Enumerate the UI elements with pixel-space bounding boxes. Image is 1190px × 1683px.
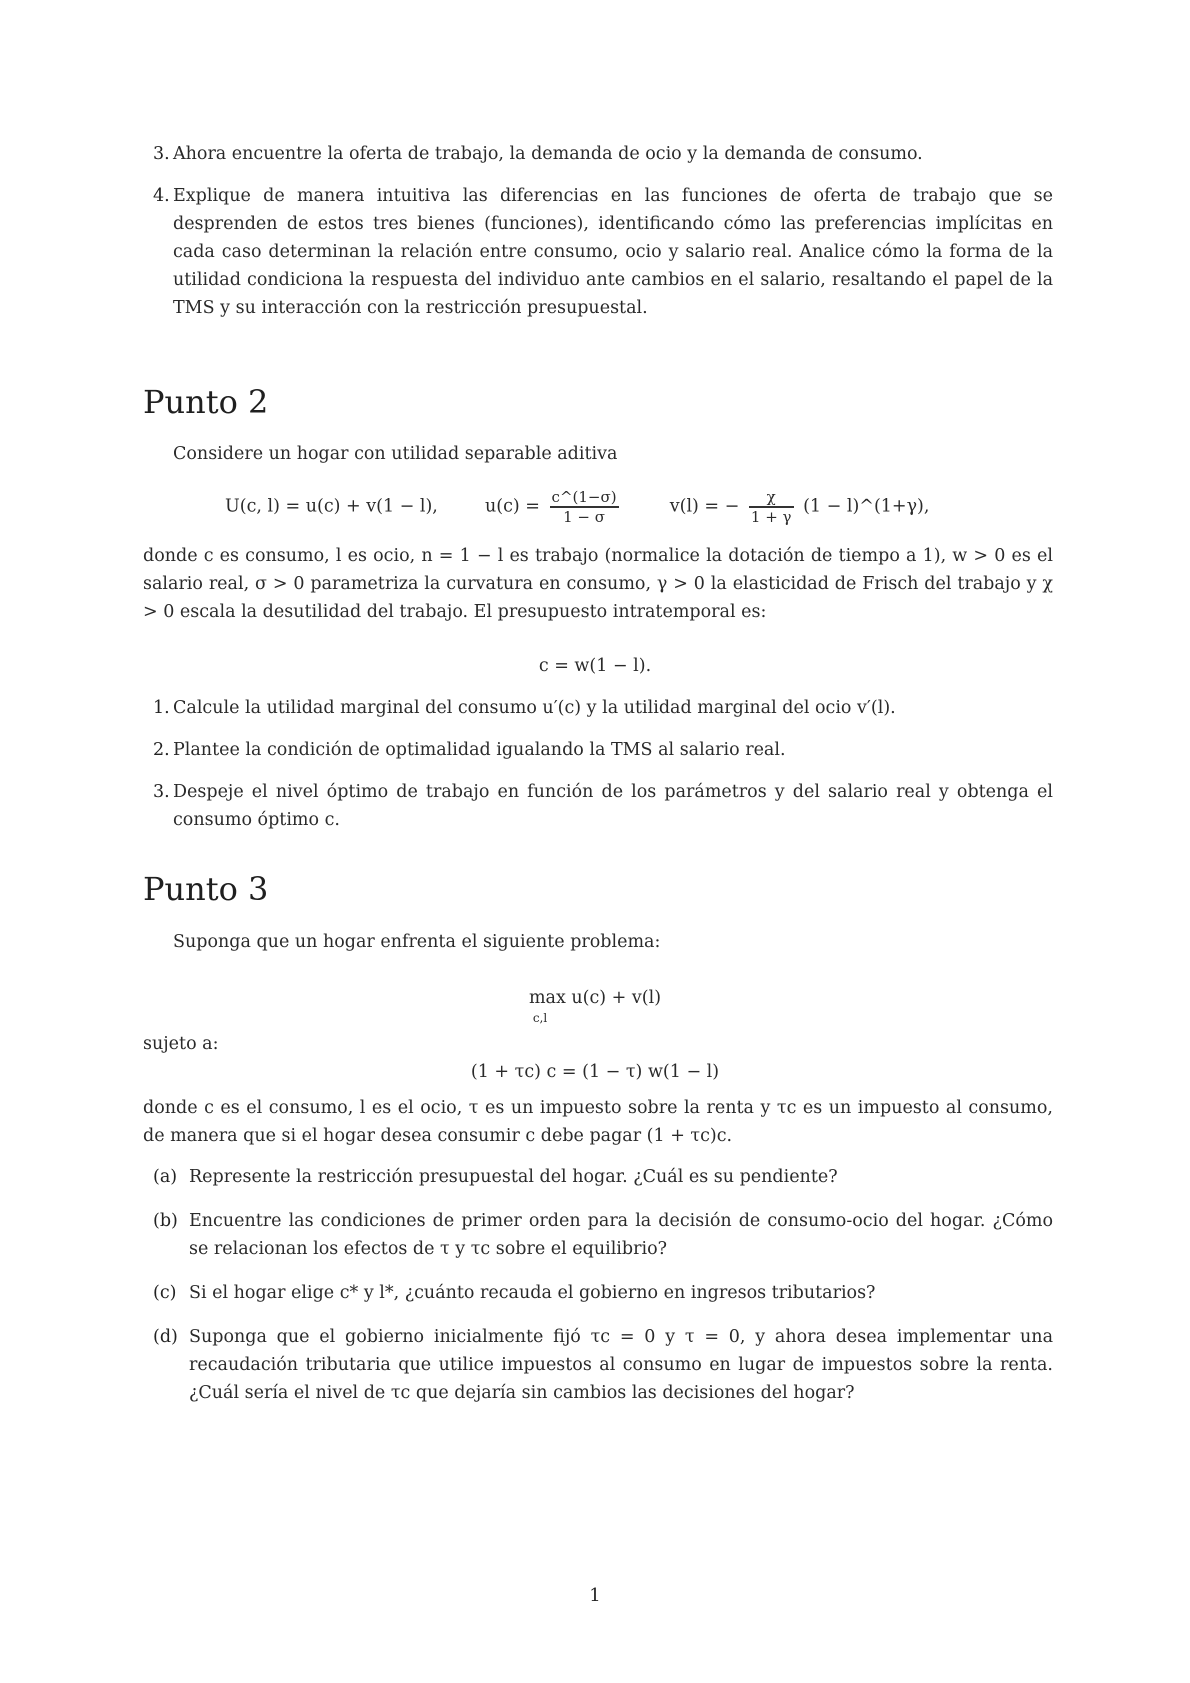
budget-equation: c = w(1 − l). [538,656,652,676]
list-item: (a) Represente la restricción presupuestal del hogar. ¿Cuál es su pendiente? [153,1167,838,1187]
list-item: 3. Despeje el nivel óptimo de trabajo en función de los parámetros y del salario real y obtenga el consumo óptimo c. [153,782,1053,830]
list-item: (c) Si el hogar elige c* y l*, ¿cuánto recauda el gobierno en ingresos tributarios? [153,1283,876,1303]
item-number: 3. [153,144,170,164]
section-heading-punto-2: Punto 2 [143,383,269,421]
punto2-intro: Considere un hogar con utilidad separable aditiva [173,444,618,464]
sujeto-label: sujeto a: [143,1034,219,1054]
utility-equation: U(c, l) = u(c) + v(1 − l), u(c) = $\frac{c\^{}(1-\sigma)}{1 - \sigma}$ v(l) = − $\frac{\chi}{1 + \gamma}$ (1 − l)^(1+γ), [225,488,930,526]
punto3-body: donde c es el consumo, l es el ocio, τ es un impuesto sobre la renta y τc es un impuesto al consumo, de manera que si el hogar desea consumir c debe pagar (1 + τc)c. [143,1098,1053,1146]
list-item: (b) Encuentre las condiciones de primer orden para la decisión de consumo-ocio del hogar. ¿Cómo se relacionan los efectos de τ y τc sobre el equilibrio? [153,1211,1053,1259]
fraction: $\frac{\chi}{1 + \gamma}$ [750,488,792,526]
list-item [153,182,1053,322]
fraction: $\frac{c\^{}(1-\sigma)}{1 - \sigma}$ [551,488,617,526]
item-text: Ahora encuentre la oferta de trabajo, la demanda de ocio y la demanda de consumo. [173,144,923,164]
punto3-intro: Suponga que un hogar enfrenta el siguiente problema: [173,932,661,952]
punto2-body: donde c es consumo, l es ocio, n = 1 − l es trabajo (normalice la dotación de tiempo a 1), w > 0 es el salario real, σ > 0 parametriza la curvatura en consumo, γ > 0 la elasticidad de Frisch del trabajo y χ > 0 escala la desutilidad del trabajo. El presupuesto intratemporal es: [143,546,1053,622]
list-item: 2. Plantee la condición de optimalidad igualando la TMS al salario real. [153,740,786,760]
objective-equation: max u(c) + v(l) c,l [528,988,662,1025]
page-number: 1 [589,1585,601,1606]
item-number: 4. [153,186,170,206]
constraint-equation: (1 + τc) c = (1 − τ) w(1 − l) [470,1062,720,1082]
item-text: Explique de manera intuitiva las diferencias en las funciones de oferta de trabajo que se desprenden de estos tres bienes (funciones), identificando cómo las preferencias implícitas en cada caso determinan la relación entre consumo, ocio y salario real. Analice cómo la forma de la utilidad condiciona la respuesta del individuo ante cambios en el salario, resaltando el papel de la TMS y su interacción con la restricción presupuestal. [173,186,1053,318]
list-item: 1. Calcule la utilidad marginal del consumo u′(c) y la utilidad marginal del ocio v′(l). [153,698,896,718]
list-item: (d) Suponga que el gobierno inicialmente fijó τc = 0 y τ = 0, y ahora desea implementar una recaudación tributaria que utilice impuestos al consumo en lugar de impuestos sobre la renta. ¿Cuál sería el nivel de τc que dejaría sin cambios las decisiones del hogar? [153,1327,1053,1403]
list-item [153,140,1053,168]
section-heading-punto-3: Punto 3 [143,870,269,908]
